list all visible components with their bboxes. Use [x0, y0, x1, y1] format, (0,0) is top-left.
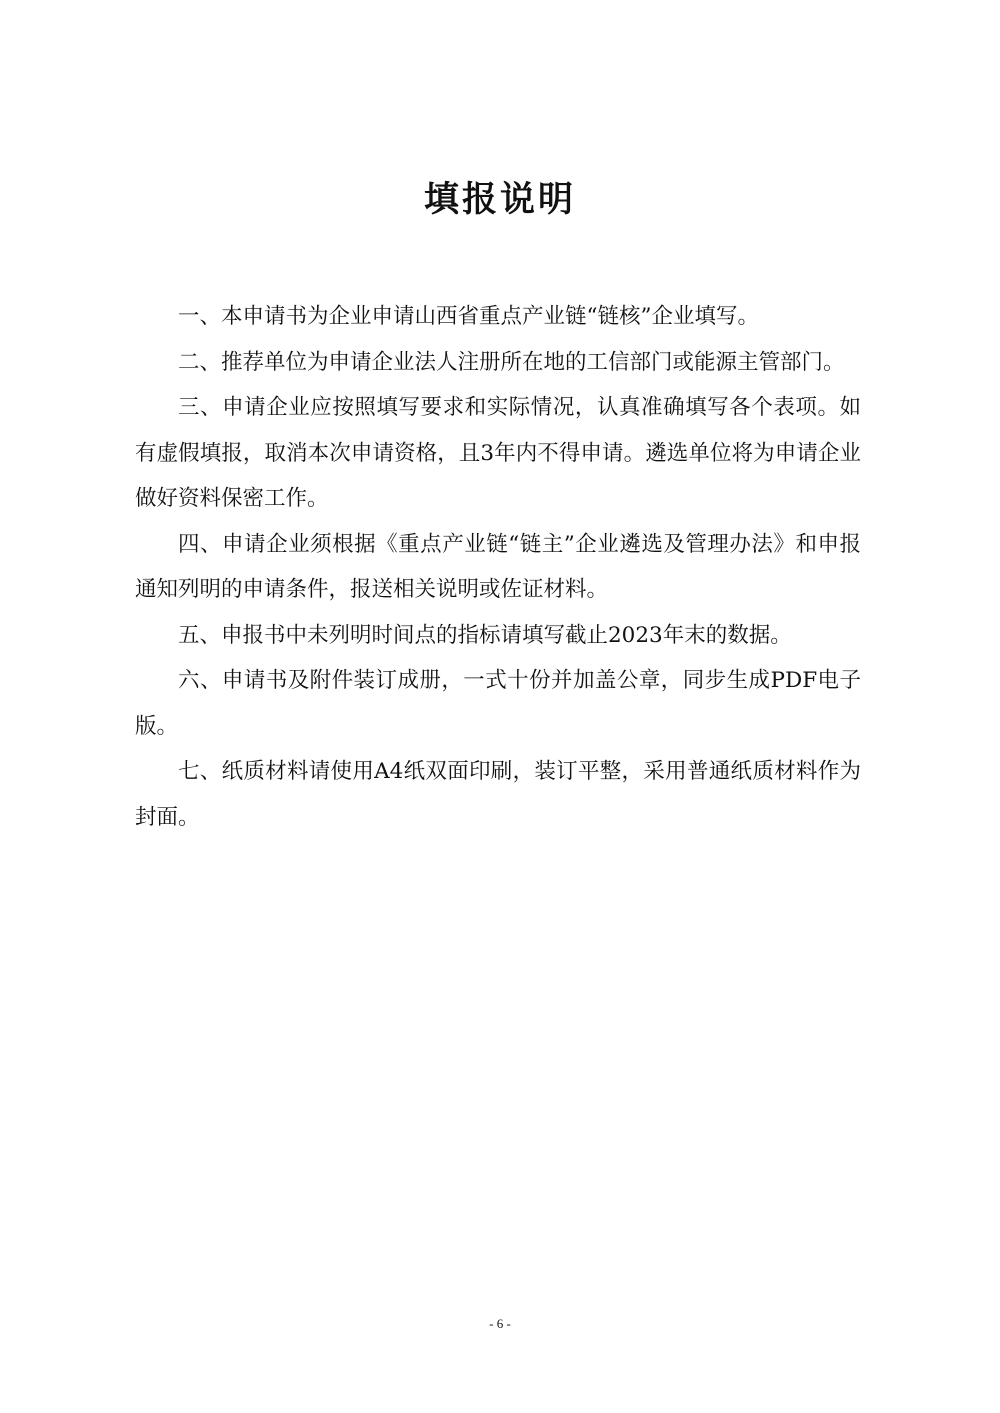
instruction-paragraph-2: 二、推荐单位为申请企业法人注册所在地的工信部门或能源主管部门。 — [178, 349, 845, 375]
instruction-paragraph-4: 四、申请企业须根据《重点产业链“链主”企业遴选及管理办法》和申报通知列明的申请条件，报送相关说明或佐证材料。 — [135, 531, 861, 602]
instruction-paragraph-5: 五、申报书中未列明时间点的指标请填写截止2023年末的数据。 — [178, 622, 792, 648]
page-title: 填报说明 — [423, 180, 576, 220]
instruction-paragraph-6: 六、申请书及附件装订成册，一式十份并加盖公章，同步生成PDF电子版。 — [135, 668, 861, 739]
instructions-body — [135, 294, 861, 840]
instruction-paragraph-7: 七、纸质材料请使用A4纸双面印刷，装订平整，采用普通纸质材料作为封面。 — [135, 759, 861, 830]
instruction-paragraph-1: 一、本申请书为企业申请山西省重点产业链“链核”企业填写。 — [178, 304, 759, 329]
page-number: - 6 - — [489, 1316, 511, 1331]
instruction-paragraph-3: 三、申请企业应按照填写要求和实际情况，认真准确填写各个表项。如有虚假填报，取消本次申请资格，且3年内不得申请。遴选单位将为申请企业做好资料保密工作。 — [135, 395, 861, 511]
